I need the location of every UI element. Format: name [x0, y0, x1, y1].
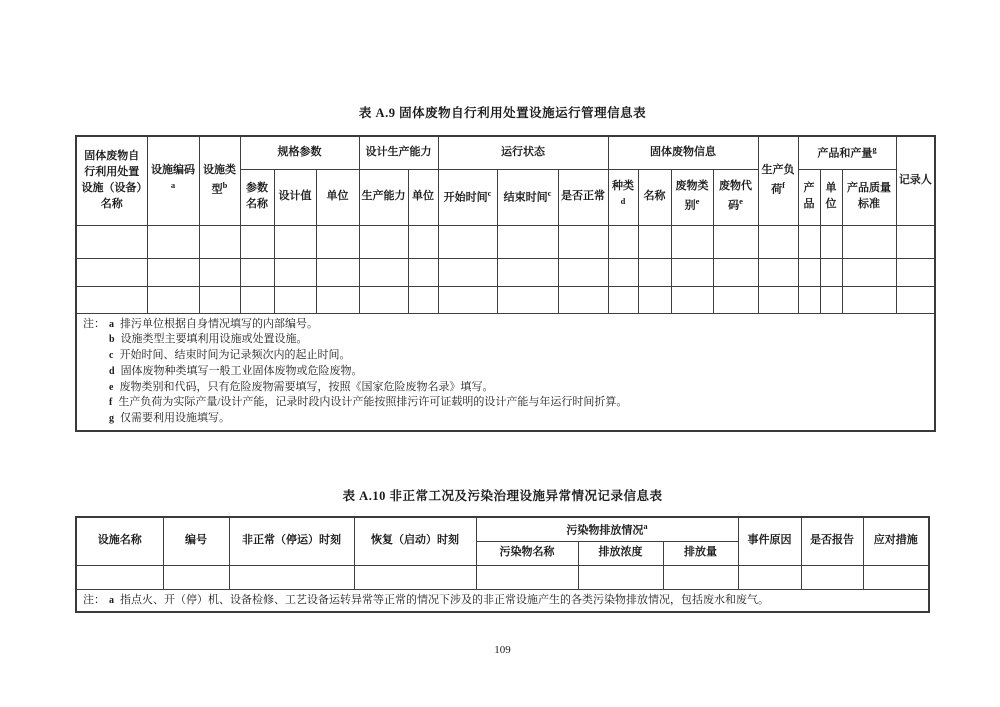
note-label: 注： — [83, 317, 105, 330]
column-header: 固体废物自行利用处置设施（设备）名称 — [76, 136, 147, 225]
column-header: 结束时间$^c$ — [497, 169, 558, 225]
empty-cell — [359, 286, 408, 313]
empty-cell — [713, 286, 758, 313]
note-line — [83, 364, 928, 380]
empty-cell — [354, 565, 476, 589]
header-footnote-marker: a — [170, 179, 176, 190]
column-header: 固体废物信息 — [608, 136, 758, 169]
column-header: 单位 — [316, 169, 359, 225]
column-header: 恢复（启动）时刻 — [354, 517, 476, 565]
table-row — [76, 258, 935, 286]
column-header: 生产负荷$^f$ — [758, 136, 798, 225]
empty-cell — [408, 225, 438, 258]
column-header: 是否正常 — [558, 169, 608, 225]
empty-cell — [76, 286, 147, 313]
empty-cell — [638, 225, 671, 258]
empty-cell — [199, 286, 240, 313]
column-header: 排放浓度 — [578, 541, 663, 565]
empty-cell — [497, 286, 558, 313]
column-header: 规格参数 — [240, 136, 359, 169]
empty-cell — [842, 286, 896, 313]
empty-cell — [558, 286, 608, 313]
column-header: 编号 — [163, 517, 229, 565]
empty-cell — [713, 258, 758, 286]
empty-cell — [476, 565, 578, 589]
note-text: 固体废物种类填写一般工业固体废物或危险废物。 — [120, 364, 363, 377]
empty-cell — [671, 225, 713, 258]
empty-cell — [671, 286, 713, 313]
header-footnote-marker: d — [620, 196, 626, 207]
empty-cell — [240, 225, 274, 258]
empty-cell — [798, 225, 820, 258]
empty-cell — [820, 225, 842, 258]
empty-cell — [638, 286, 671, 313]
empty-cell — [438, 258, 497, 286]
column-header: 是否报告 — [801, 517, 863, 565]
empty-cell — [820, 258, 842, 286]
empty-cell — [240, 258, 274, 286]
column-header: 事件原因 — [738, 517, 801, 565]
note-text: 废物类别和代码，只有危险废物需要填写，按照《国家危险废物名录》填写。 — [119, 380, 494, 393]
empty-cell — [758, 225, 798, 258]
note-text: 设施类型主要填利用设施或处置设施。 — [120, 333, 308, 346]
empty-cell — [638, 258, 671, 286]
empty-cell — [558, 258, 608, 286]
empty-cell — [76, 565, 163, 589]
empty-cell — [147, 258, 199, 286]
empty-cell — [199, 225, 240, 258]
empty-cell — [229, 565, 354, 589]
empty-cell — [842, 258, 896, 286]
table-a9-solid-waste-facility-operation — [75, 135, 936, 432]
empty-cell — [438, 225, 497, 258]
empty-cell — [240, 286, 274, 313]
table-a9-title: 表 A.9 固体废物自行利用处置设施运行管理信息表 — [358, 106, 647, 120]
empty-cell — [408, 258, 438, 286]
empty-cell — [738, 565, 801, 589]
note-text: 指点火、开（停）机、设备检修、工艺设备运转异常等正常的情况下涉及的非正常设施产生的各类污染物排放情况，包括废水和废气。 — [120, 593, 769, 606]
table-notes — [76, 313, 935, 431]
column-header: 排放量 — [663, 541, 738, 565]
empty-cell — [798, 258, 820, 286]
empty-cell — [608, 286, 638, 313]
note-line — [83, 411, 928, 427]
page-number: 109 — [494, 644, 511, 657]
empty-cell — [438, 286, 497, 313]
column-header: 污染物排放情况$^a$ — [476, 517, 738, 541]
column-header: 参数名称 — [240, 169, 274, 225]
empty-cell — [608, 258, 638, 286]
note-line — [83, 317, 928, 333]
empty-cell — [758, 258, 798, 286]
empty-cell — [842, 225, 896, 258]
note-label: 注： — [83, 593, 105, 606]
empty-cell — [558, 225, 608, 258]
note-text: 排污单位根据自身情况填写的内部编号。 — [120, 317, 318, 330]
empty-cell — [801, 565, 863, 589]
empty-cell — [147, 286, 199, 313]
table-notes — [76, 589, 929, 612]
note-text: 开始时间、结束时间为记录频次内的起止时间。 — [119, 349, 351, 362]
empty-cell — [199, 258, 240, 286]
note-text: 仅需要利用设施填写。 — [120, 412, 230, 425]
column-header: 开始时间$^c$ — [438, 169, 497, 225]
column-header: 记录人 — [896, 136, 935, 225]
empty-cell — [863, 565, 929, 589]
column-header: 单位 — [408, 169, 438, 225]
column-header: 设计值 — [274, 169, 316, 225]
note-line — [83, 593, 922, 609]
empty-cell — [408, 286, 438, 313]
column-header: 运行状态 — [438, 136, 608, 169]
empty-cell — [671, 258, 713, 286]
table-row — [76, 225, 935, 258]
column-header: 设施类型$^b$ — [199, 136, 240, 225]
note-footnote-marker: d — [109, 365, 115, 377]
note-footnote-marker: c — [109, 350, 114, 362]
empty-cell — [497, 258, 558, 286]
table-row — [76, 286, 935, 313]
empty-cell — [359, 258, 408, 286]
empty-cell — [359, 225, 408, 258]
note-line — [83, 395, 928, 411]
note-footnote-marker: g — [109, 413, 114, 425]
empty-cell — [663, 565, 738, 589]
column-header: 设计生产能力 — [359, 136, 438, 169]
header-footnote-marker: c — [487, 188, 492, 199]
empty-cell — [274, 258, 316, 286]
empty-cell — [163, 565, 229, 589]
header-footnote-marker: e — [739, 196, 743, 207]
empty-cell — [713, 225, 758, 258]
note-footnote-marker: e — [109, 381, 114, 393]
empty-cell — [758, 286, 798, 313]
note-footnote-marker: a — [109, 594, 114, 606]
empty-cell — [578, 565, 663, 589]
column-header: 产品 — [798, 169, 820, 225]
empty-cell — [798, 286, 820, 313]
header-footnote-marker: a — [643, 520, 648, 531]
empty-cell — [274, 225, 316, 258]
note-line — [83, 348, 928, 364]
header-footnote-marker: g — [872, 143, 877, 154]
note-footnote-marker: b — [109, 334, 115, 346]
empty-cell — [896, 286, 935, 313]
header-footnote-marker: c — [547, 188, 552, 199]
note-line — [83, 332, 928, 348]
empty-cell — [147, 225, 199, 258]
column-header: 污染物名称 — [476, 541, 578, 565]
header-footnote-marker: f — [782, 179, 785, 190]
column-header: 废物类别$^e$ — [671, 169, 713, 225]
table-row — [76, 565, 929, 589]
note-footnote-marker: a — [109, 318, 114, 330]
empty-cell — [608, 225, 638, 258]
empty-cell — [497, 225, 558, 258]
header-footnote-marker: e — [695, 196, 700, 207]
column-header: 产品和产量$^g$ — [798, 136, 896, 169]
note-footnote-marker: f — [109, 397, 113, 409]
column-header: 生产能力 — [359, 169, 408, 225]
header-footnote-marker: b — [222, 179, 228, 190]
empty-cell — [274, 286, 316, 313]
column-header: 单位 — [820, 169, 842, 225]
page-content — [0, 103, 1000, 656]
column-header: 废物代码$^e$ — [713, 169, 758, 225]
column-header: 产品质量标准 — [842, 169, 896, 225]
column-header: 设施名称 — [76, 517, 163, 565]
note-text: 生产负荷为实际产量/设计产能，记录时段内设计产能按照排污许可证载明的设计产能与年运行时间折算。 — [118, 396, 628, 409]
table-a10-abnormal-condition-record — [75, 516, 930, 613]
empty-cell — [896, 225, 935, 258]
table-a10-title: 表 A.10 非正常工况及污染治理设施异常情况记录信息表 — [342, 489, 663, 504]
empty-cell — [76, 225, 147, 258]
column-header: 设施编码$^a$ — [147, 136, 199, 225]
note-line — [83, 380, 928, 396]
empty-cell — [316, 258, 359, 286]
empty-cell — [316, 225, 359, 258]
column-header: 非正常（停运）时刻 — [229, 517, 354, 565]
empty-cell — [316, 286, 359, 313]
column-header: 名称 — [638, 169, 671, 225]
column-header: 应对措施 — [863, 517, 929, 565]
empty-cell — [76, 258, 147, 286]
column-header: 种类$^d$ — [608, 169, 638, 225]
empty-cell — [820, 286, 842, 313]
empty-cell — [896, 258, 935, 286]
